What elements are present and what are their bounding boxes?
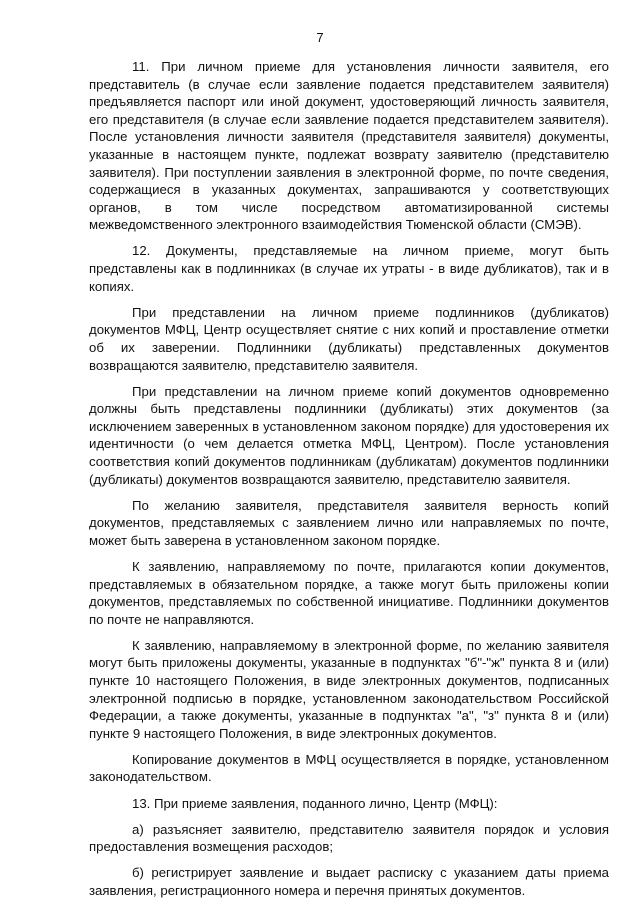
paragraph-11-identity: 11. При личном приеме для установления личности заявителя, его представитель (в случае если заявление подается представителем заявителя) предъявляется паспорт или иной документ, удостоверяющий личность заявителя, его представителя (в случае если заявление подается представителем заявителя). После установления личности заявителя (представителя заявителя) документы, указанные в настоящем пункте, подлежат возврату заявителю (представителю заявителя). При поступлении заявления в электронной форме, по почте сведения, содержащиеся в указанных документах, запрашиваются у соответствующих органов, в том числе посредством автоматизированной системы межведомственного электронного взаимодействия Тюменской области (СМЭВ). — [89, 59, 609, 233]
paragraph-originals: При представлении на личном приеме подлинников (дубликатов) документов МФЦ, Центр осуществляет снятие с них копий и проставление отметки об их заверении. Подлинники (дубликаты) представленных документов возвращаются заявителю, представителю заявителя. — [89, 304, 609, 373]
list-item-b: б) регистрирует заявление и выдает расписку с указанием даты приема заявления, регистрационного номера и перечня принятых документов. — [89, 865, 609, 898]
paragraph-12-documents: 12. Документы, представляемые на личном приеме, могут быть представлены как в подлинниках (в случае их утраты - в виде дубликатов), так и в копиях. — [89, 243, 609, 294]
paragraph-certification: По желанию заявителя, представителя заявителя верность копий документов, представляемых с заявлением лично или направляемых по почте, может быть заверена в установленном законом порядке. — [89, 497, 609, 548]
paragraph-copies: При представлении на личном приеме копий документов одновременно должны быть представлены подлинники (дубликаты) этих документов (за исключением заверенных в установленном законом порядке) для удостоверения их идентичности (о чем делается отметка МФЦ, Центром). После установления соответствия копий документов подлинникам (дубликатам) документов подлинники (дубликаты) документов возвращаются заявителю, представителю заявителя. — [89, 383, 609, 487]
paragraph-13-intake: 13. При приеме заявления, поданного лично, Центр (МФЦ): — [132, 795, 498, 811]
paragraph-postal: К заявлению, направляемому по почте, прилагаются копии документов, представляемых в обязательном порядке, а также могут быть приложены копии документов, представляемых по собственной инициативе. Подлинники документов по почте не направляются. — [89, 558, 609, 627]
list-item-a: а) разъясняет заявителю, представителю заявителя порядок и условия предоставления возмещения расходов; — [89, 821, 609, 855]
document-body — [89, 58, 609, 908]
page-number: 7 — [316, 30, 324, 45]
paragraph-copying: Копирование документов в МФЦ осуществляется в порядке, установленном законодательством. — [89, 751, 609, 785]
paragraph-electronic: К заявлению, направляемому в электронной форме, по желанию заявителя могут быть приложены документы, указанные в подпунктах "б"-"ж" пункта 8 и (или) пункте 10 настоящего Положения, в виде электронных документов, подписанных электронной подписью в порядке, установленном законодательством Российской Федерации, а также документы, указанные в подпунктах "а", "з" пункта 8 и (или) пункте 9 настоящего Положения, в виде электронных документов. — [89, 637, 609, 741]
